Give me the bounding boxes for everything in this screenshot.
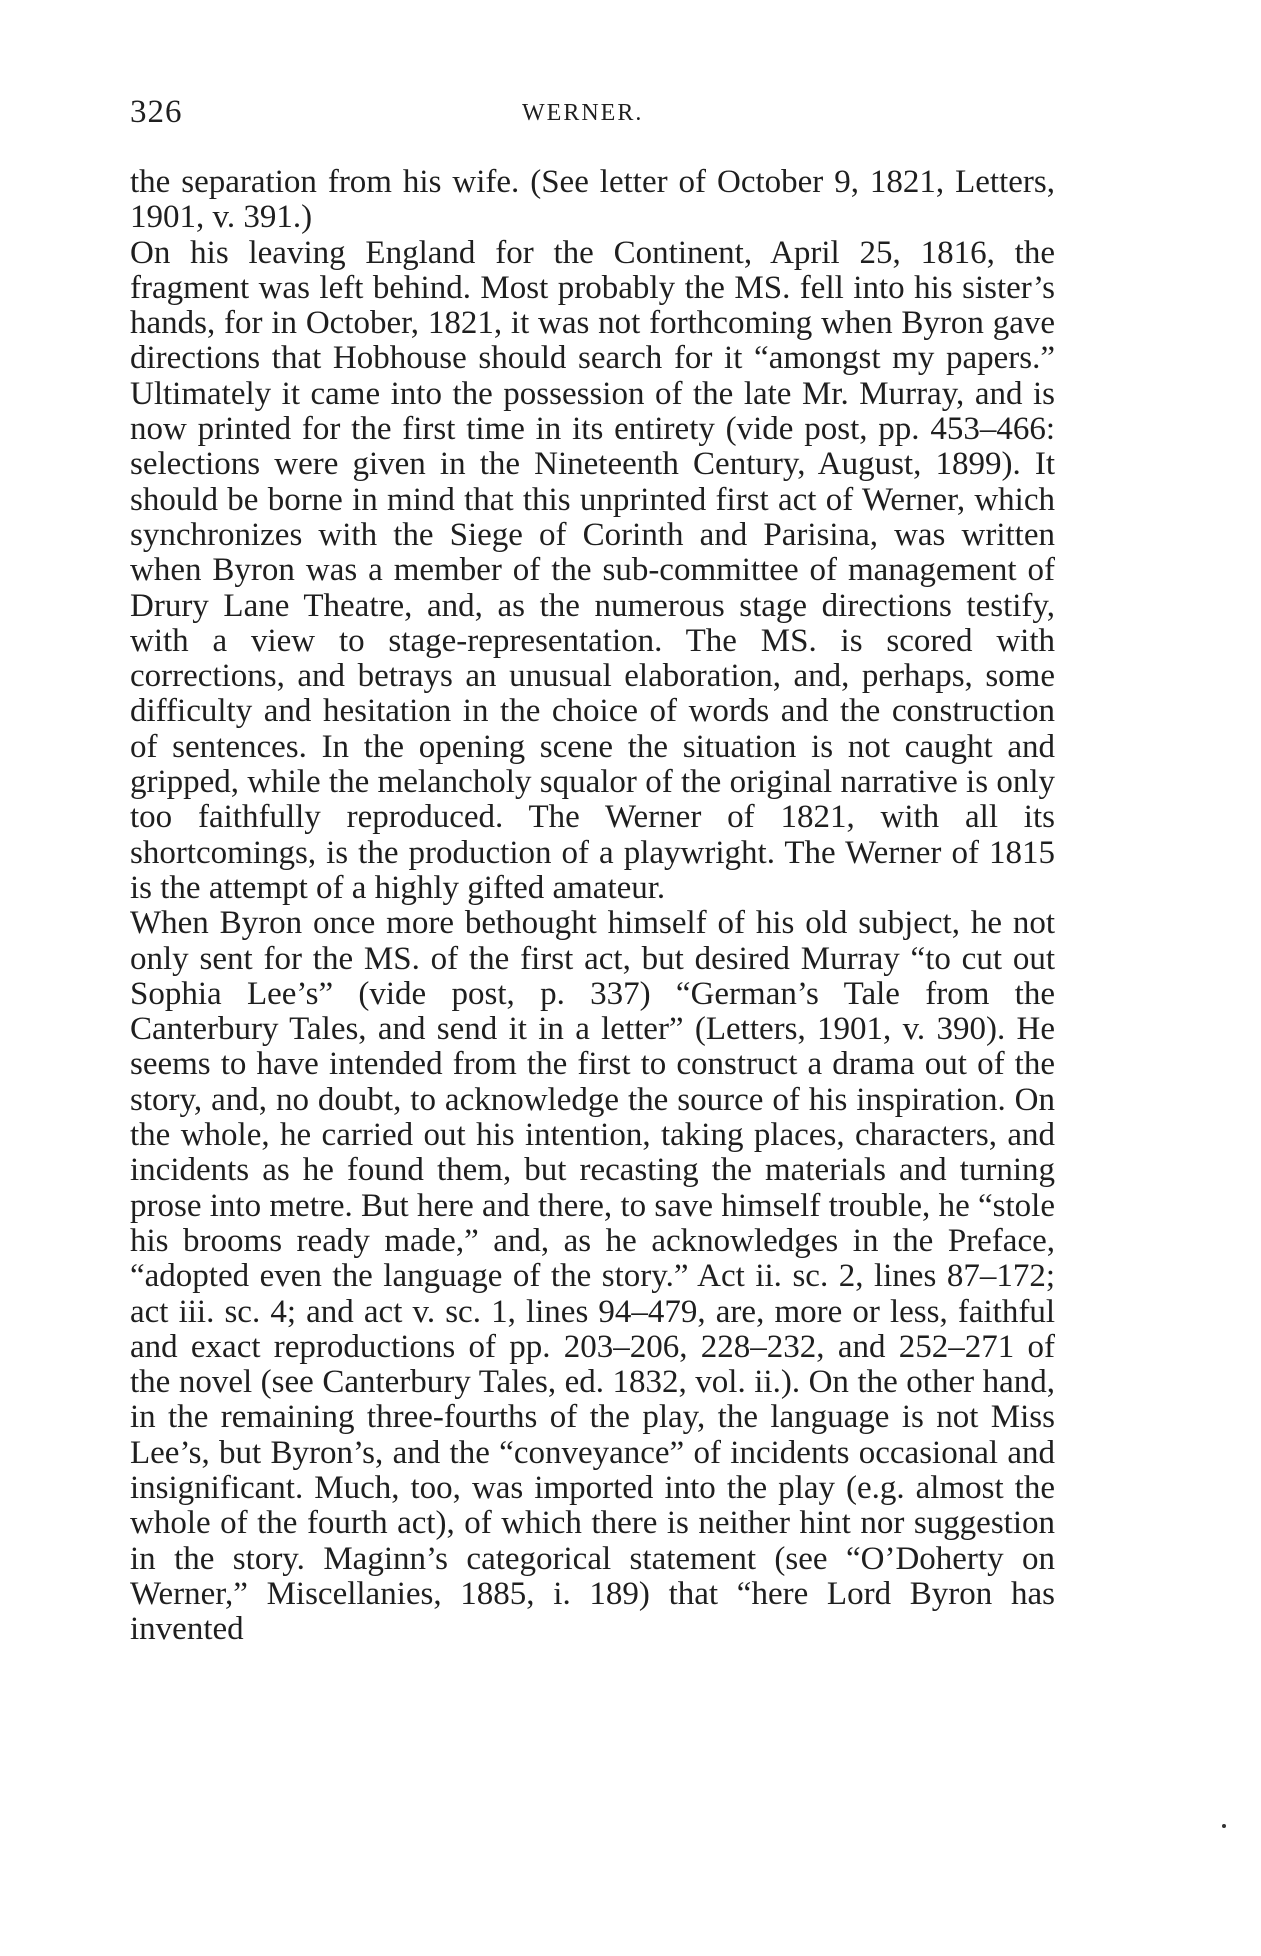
page-number: 326	[130, 94, 183, 130]
running-title: WERNER.	[522, 100, 644, 126]
paragraph: the separation from his wife. (See letter of October 9, 1821, Letters, 1901, v. 391.)	[130, 164, 1055, 236]
margin-dot	[1222, 1824, 1226, 1828]
paragraph: When Byron once more bethought himself of his old subject, he not only sent for the MS. of the first act, but desired Murray “to cut out Sophia Lee’s” (vide post, p. 337) “German’s Tale from the Canterbury Tales, and send it in a letter” (Letters, 1901, v. 390). He seems to have intended from the first to construct a drama out of the story, and, no doubt, to acknowledge the source of his inspiration. On the whole, he carried out his intention, taking places, characters, and incidents as he found them, but recasting the materials and turning prose into metre. But here and there, to save himself trouble, he “stole his brooms ready made,” and, as he acknowledges in the Preface, “adopted even the language of the story.” Act ii. sc. 2, lines 87–172; act iii. sc. 4; and act v. sc. 1, lines 94–479, are, more or less, faithful and exact reproductions of pp. 203–206, 228–232, and 252–271 of the novel (see Canterbury Tales, ed. 1832, vol. ii.). On the other hand, in the remaining three-fourths of the play, the language is not Miss Lee’s, but Byron’s, and the “conveyance” of incidents occasional and insignificant. Much, too, was imported into the play (e.g. almost the whole of the fourth act), of which there is neither hint nor suggestion in the story. Maginn’s categorical statement (see “O’Doherty on Werner,” Miscellanies, 1885, i. 189) that “here Lord Byron has invented	[130, 905, 1055, 1648]
page-header	[130, 94, 1055, 138]
body-text	[130, 165, 1055, 1647]
paragraph: On his leaving England for the Continent, April 25, 1816, the fragment was left behind. Most probably the MS. fell into his sister’s hands, for in October, 1821, it was not forthcoming when Byron gave directions that Hobhouse should search for it “amongst my papers.” Ultimately it came into the possession of the late Mr. Murray, and is now printed for the first time in its entirety (vide post, pp. 453–466: selections were given in the Nineteenth Century, August, 1899). It should be borne in mind that this unprinted first act of Werner, which synchronizes with the Siege of Corinth and Parisina, was written when Byron was a member of the sub-committee of management of Drury Lane Theatre, and, as the numerous stage directions testify, with a view to stage-representation. The MS. is scored with corrections, and betrays an unusual elaboration, and, perhaps, some difficulty and hesitation in the choice of words and the construction of sentences. In the opening scene the situation is not caught and gripped, while the melancholy squalor of the original narrative is only too faithfully reproduced. The Werner of 1821, with all its shortcomings, is the production of a playwright. The Werner of 1815 is the attempt of a highly gifted amateur.	[130, 234, 1055, 906]
